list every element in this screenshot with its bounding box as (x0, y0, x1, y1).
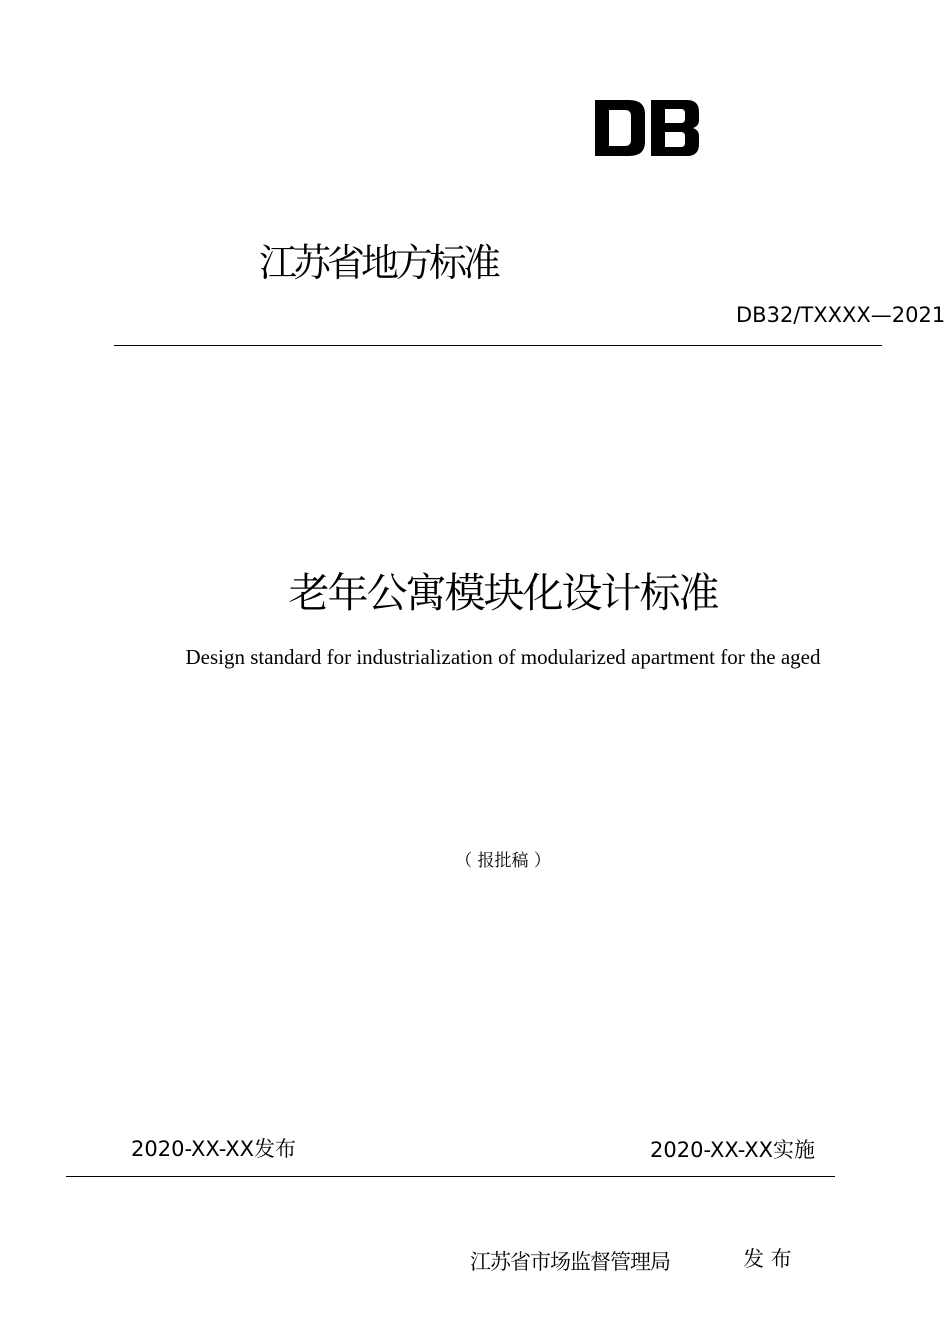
bottom-divider (66, 1176, 835, 1177)
issue-date: 2020-XX-XX发布 (131, 1137, 297, 1161)
title-english: Design standard for industrialization of modularized apartment for the aged (185, 645, 821, 669)
standard-number: DB32/TXXXX—2021 (736, 303, 946, 327)
top-divider (114, 345, 882, 346)
draft-status: （ 报批稿 ） (455, 851, 551, 871)
effective-date: 2020-XX-XX实施 (650, 1138, 816, 1162)
publish-label: 发 布 (743, 1247, 792, 1271)
issuing-authority: 江苏省市场监督管理局 (470, 1250, 670, 1274)
standard-type: 江苏省地方标准 (259, 241, 498, 285)
title-chinese: 老年公寓模块化设计标准 (288, 569, 718, 617)
db-logo (595, 100, 701, 156)
